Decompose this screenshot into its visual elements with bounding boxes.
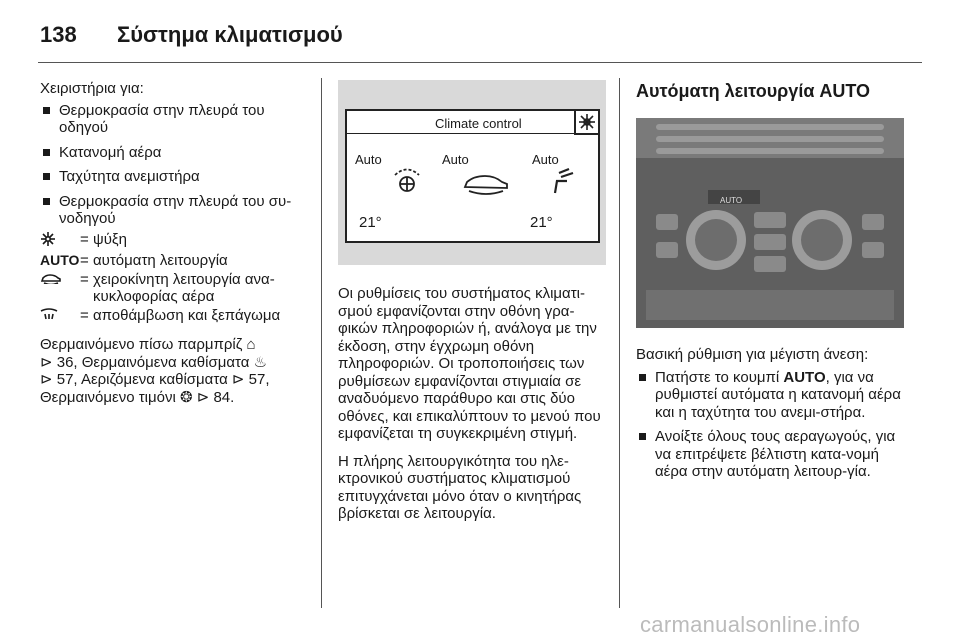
steering-wheel-icon: ❂ [179, 388, 193, 406]
controls-intro: Χειριστήρια για: [40, 80, 144, 97]
display-title: Climate control [435, 116, 522, 131]
car-recirculation-icon [40, 271, 80, 306]
ref-arrow-icon: ⊳ [196, 388, 210, 406]
auto-symbol: AUTO [40, 252, 80, 268]
climate-screen-illustration [338, 80, 606, 265]
display-title-bar [347, 111, 598, 134]
ref-arrow-icon: ⊳ [40, 371, 53, 388]
legend-text: αποθάμβωση και ξεπάγωμα [93, 306, 281, 324]
car-air-distribution-icon [461, 171, 511, 195]
bullet-item: Θερμοκρασία στην πλευρά του οδηγού [40, 102, 308, 137]
photo-auto-label: AUTO [720, 196, 743, 205]
bullet-item: Κατανομή αέρα [40, 144, 308, 162]
functionality-paragraph: Η πλήρης λειτουργικότητα του ηλε-κτρονικού συστήματος κλιματισμού επιτυγχάνεται μόνο όταν ο κινητήρας βρίσκεται σε λειτουργία. [338, 452, 582, 522]
auto-button-name: AUTO [783, 368, 826, 386]
right-temperature: 21° [530, 214, 553, 231]
legend-text: χειροκίνητη λειτουργία ανα-κυκλοφορίας αέρα [93, 270, 275, 305]
fan-icon [392, 166, 422, 196]
rear-window-heat-icon: ⌂ [246, 336, 256, 353]
gear-icon [574, 109, 600, 135]
column-divider-2 [619, 78, 620, 608]
seat-airflow-icon [547, 167, 575, 197]
watermark: carmanualsonline.info [640, 612, 861, 637]
bullet-item: Θερμοκρασία στην πλευρά του συ-νοδηγού [40, 193, 308, 228]
display-paragraph: Οι ρυθμίσεις του συστήματος κλιματι-σμού εμφανίζονται στην οθόνη γρα-φικών πληροφοριών ή, ανάλογα με την έκδοση, στην έγχρωμη οθόνη πληροφοριών. Οι τροποποιήσεις των ρυθμίσεων εμφανίζονται στιγμιαία σε αναδυόμενο παράθυρο και στις δύο οθόνες, και επικαλύπτουν το μενού που εμφανίζεται τη συγκεκριμένη στιγμή. [338, 285, 601, 442]
bullet-item: Πατήστε το κουμπί AUTO, για να ρυθμιστεί αυτόματα η κατανομή αέρα και η ταχύτητα του ανεμι-στήρα. [636, 369, 904, 422]
control-panel-photo [636, 118, 904, 328]
page-number: 138 [40, 22, 77, 47]
auto-label: Auto [355, 152, 382, 167]
column-auto-mode [636, 80, 904, 488]
left-temperature: 21° [359, 214, 382, 231]
demist-icon [40, 307, 80, 326]
header-rule [38, 62, 922, 63]
column-controls [40, 80, 308, 416]
basic-setting-intro: Βασική ρύθμιση για μέγιστη άνεση: [636, 346, 869, 363]
ref-arrow-icon: ⊳ [231, 371, 245, 388]
symbol-legend: = ψύξη AUTO = αυτόματη λειτουργία = χειροκίνητη λειτουργία ανα-κυκλοφορίας αέρα = αποθάμβωση και ξεπάγωμα [40, 231, 308, 327]
page-title: Σύστημα κλιματισμού [117, 22, 343, 47]
bullet-item: Ανοίξτε όλους τους αεραγωγούς, για να επιτρέψετε βέλτιστη κατα-νομή αέρα στην αυτόματη λειτουρ-γία. [636, 428, 904, 481]
bullet-item: Ταχύτητα ανεμιστήρα [40, 168, 308, 186]
section-heading: Αυτόματη λειτουργία AUTO [636, 81, 871, 101]
ref-arrow-icon: ⊳ [40, 353, 53, 371]
auto-label: Auto [442, 152, 469, 167]
column-divider-1 [321, 78, 322, 608]
legend-text: αυτόματη λειτουργία [93, 252, 228, 269]
auto-label: Auto [532, 152, 559, 167]
column-display [338, 80, 606, 533]
snowflake-icon [40, 231, 80, 252]
legend-text: ψύξη [93, 230, 127, 248]
cross-references: Θερμαινόμενο πίσω παρμπρίζ ⌂ ⊳ 36, Θερμαινόμενα καθίσματα ♨ ⊳ 57, Αεριζόμενα καθίσματα ⊳ 57, Θερμαινόμενο τιμόνι ❂ ⊳ 84. [40, 336, 270, 406]
display-panel [345, 109, 600, 243]
seat-heat-icon: ♨ [253, 353, 268, 371]
